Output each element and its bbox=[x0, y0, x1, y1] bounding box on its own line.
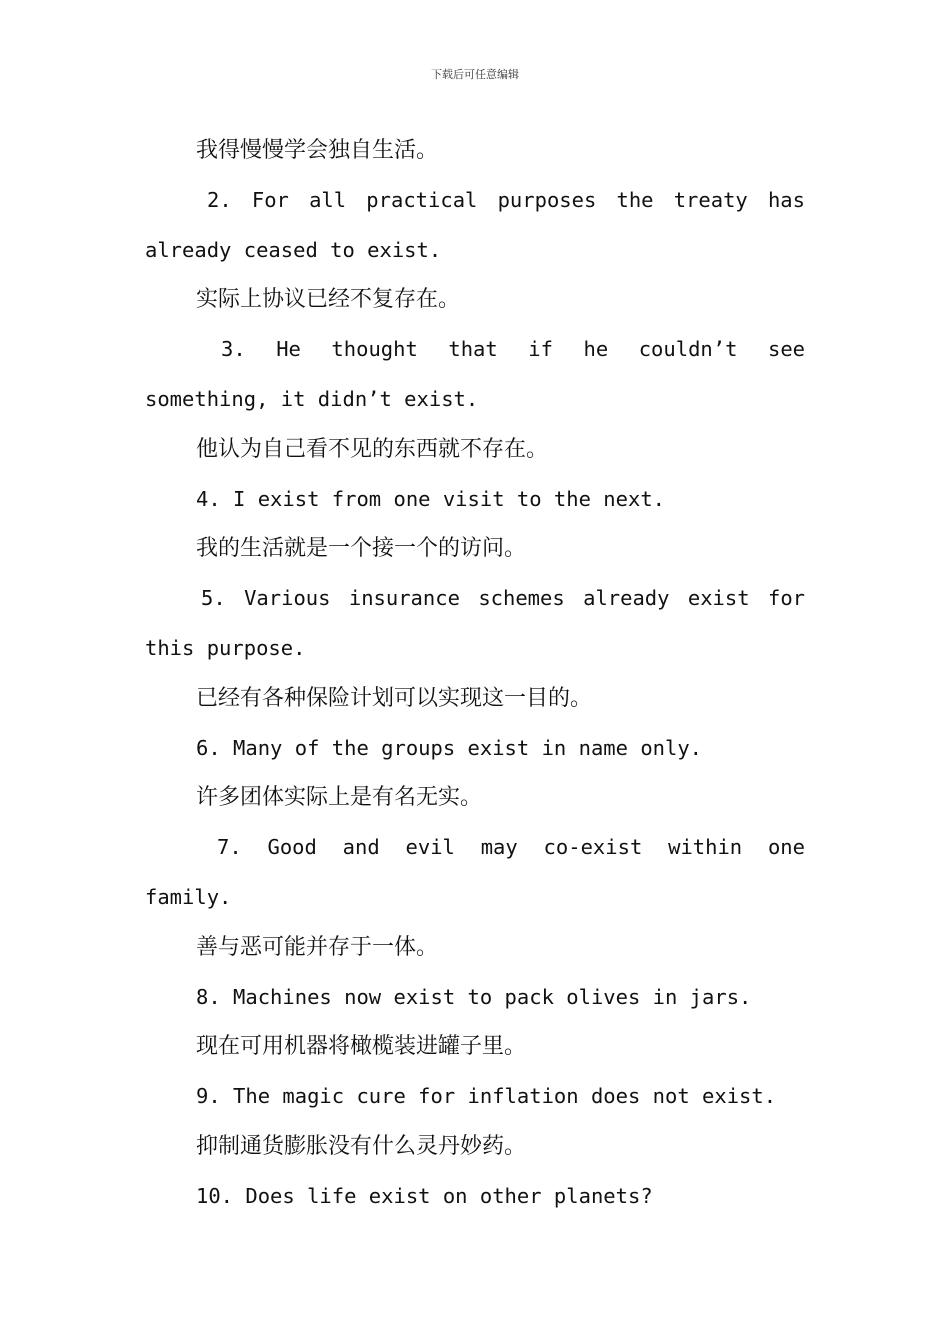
example-sentence-2: 2. For all practical purposes the treaty has bbox=[207, 187, 805, 212]
example-sentence-8: 8. Machines now exist to pack olives in jars. bbox=[196, 984, 752, 1009]
example-sentence-3: 3. He thought that if he couldn’t see bbox=[221, 337, 805, 362]
translation-line-1: 我得慢慢学会独自生活。 bbox=[196, 138, 439, 163]
translation-line-7: 善与恶可能并存于一体。 bbox=[196, 934, 439, 960]
example-sentence-4: 4. I exist from one visit to the next. bbox=[196, 486, 665, 511]
example-sentence-2-cont: already ceased to exist. bbox=[145, 237, 442, 262]
example-sentence-9: 9. The magic cure for inflation does not exist. bbox=[196, 1084, 777, 1109]
translation-line-5: 已经有各种保险计划可以实现这一目的。 bbox=[196, 685, 593, 711]
translation-line-9: 抑制通货膨胀没有什么灵丹妙药。 bbox=[196, 1133, 527, 1159]
translation-line-6: 许多团体实际上是有名无实。 bbox=[196, 785, 483, 811]
example-sentence-3-cont: something, it didn’t exist. bbox=[145, 386, 479, 411]
example-sentence-7-cont: family. bbox=[145, 884, 232, 909]
translation-line-2: 实际上协议已经不复存在。 bbox=[196, 287, 461, 313]
example-sentence-5: 5. Various insurance schemes already exist for bbox=[201, 586, 805, 611]
translation-line-8: 现在可用机器将橄榄装进罐子里。 bbox=[196, 1034, 527, 1060]
example-sentence-6: 6. Many of the groups exist in name only. bbox=[196, 735, 703, 760]
page-header: 下载后可任意编辑 bbox=[431, 68, 519, 81]
example-sentence-5-cont: this purpose. bbox=[145, 635, 306, 660]
example-sentence-7: 7. Good and evil may co-exist within one bbox=[217, 835, 805, 860]
translation-line-4: 我的生活就是一个接一个的访问。 bbox=[196, 536, 527, 562]
example-sentence-10: 10. Does life exist on other planets? bbox=[196, 1183, 653, 1208]
document-body bbox=[145, 126, 805, 1222]
translation-line-3: 他认为自己看不见的东西就不存在。 bbox=[196, 436, 549, 462]
